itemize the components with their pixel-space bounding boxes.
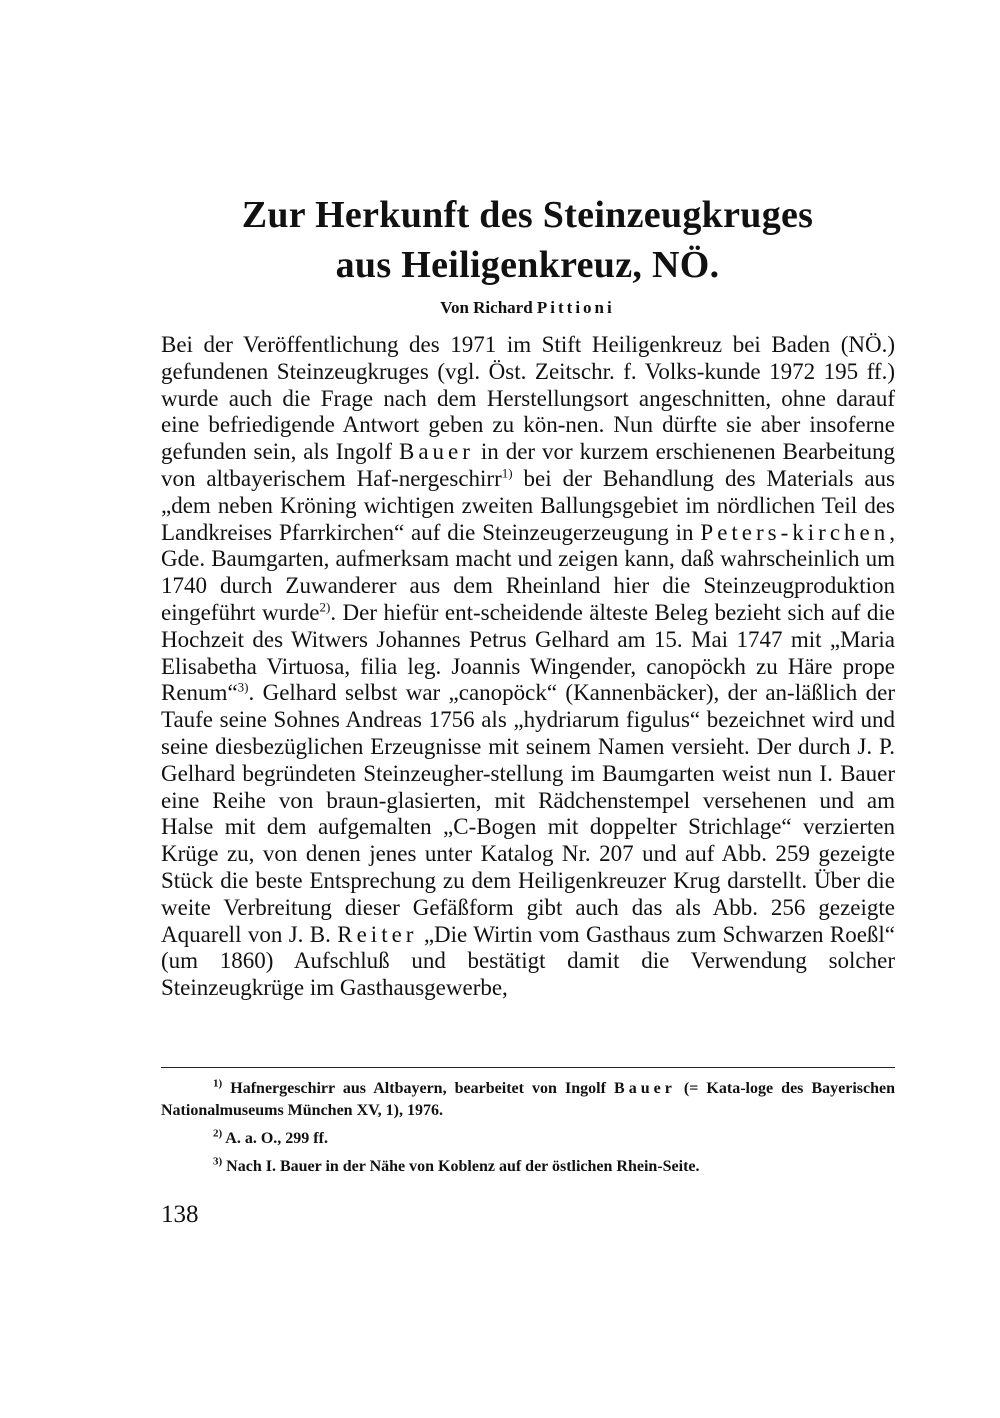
article-body — [161, 332, 895, 1002]
footnotes-section — [161, 1078, 895, 1184]
footnote-text: Hafnergeschirr aus Altbayern, bearbeitet von Ingolf — [230, 1080, 606, 1097]
footnote-text: A. a. O., 299 ff. — [225, 1130, 328, 1147]
body-text-segment: Bei der Veröffentlichung des 1971 im Stift Heiligenkreuz bei Baden (NÖ.) gefundenen Steinzeugkruges (vgl. Öst. Zeitschr. f. Volks-kunde 1972 195 ff.) wurde auch die Frage nach dem Herstellungsort angeschnitten, ohne darauf eine befriedigende Antwort geben zu kön-nen. Nun dürfte sie aber insoferne gefunden sein, als Ingolf — [161, 332, 895, 465]
spaced-place-peterskirchen: Peters-kirchen — [700, 519, 890, 545]
body-text-segment: . Gelhard selbst war „canopöck“ (Kannenbäcker), der an-läßlich der Taufe seine Sohnes Andreas 1756 als „hydriarum figulus“ bezeichnet wird und seine diesbezüglichen Erzeugnisse mit seinem Namen versieht. Der durch J. P. Gelhard begründeten Steinzeugher-stellung im Baumgarten weist nun I. Bauer eine Reihe von braun-glasierten, mit Rädchenstempel versehenen und am Halse mit dem aufgemalten „C-Bogen mit doppelter Strichlage“ verzierten Krüge zu, von denen jenes unter Katalog Nr. 207 und auf Abb. 259 gezeigte Stück die beste Entsprechung zu dem Heiligenkreuzer Krug darstellt. Über die weite Verbreitung dieser Gefäßform gibt auch das als Abb. 256 gezeigte Aquarell von J. B. — [161, 680, 895, 947]
body-paragraph — [161, 332, 895, 1002]
author-surname: Pittioni — [536, 298, 615, 317]
body-text-segment: „Die Wirtin vom Gasthaus zum Schwarzen Roeßl“ (um 1860) Aufschluß und bestätigt damit die Verwendung solcher Steinzeugkrüge im Gasthausgewerbe, — [161, 921, 896, 1001]
spaced-name-bauer: Bauer — [614, 1080, 676, 1097]
article-header — [160, 190, 895, 320]
footnote-2 — [161, 1128, 895, 1150]
article-title-line-2: aus Heiligenkreuz, NÖ. — [335, 244, 720, 286]
byline-prefix: Von Richard — [440, 298, 533, 317]
footnote-ref-1[interactable]: 1) — [501, 465, 513, 481]
footnote-mark: 2) — [213, 1127, 223, 1140]
spaced-name-reiter: Reiter — [337, 921, 418, 947]
spaced-name-bauer: Bauer — [398, 439, 474, 465]
footnote-ref-2[interactable]: 2) — [319, 599, 331, 615]
author-byline — [160, 296, 895, 320]
footnote-ref-3[interactable]: 3) — [237, 679, 249, 695]
body-text-segment: bei der Behandlung des Materials aus „dem neben Kröning wichtigen zweiten Ballungsgebiet im nördlichen Teil des Landkreises Pfarrkirchen“ auf die Steinzeugerzeugung in — [161, 465, 895, 545]
footnote-mark: 3) — [213, 1155, 223, 1168]
footnote-divider — [161, 1067, 895, 1068]
footnote-text: Nach I. Bauer in der Nähe von Koblenz auf der östlichen Rhein-Seite. — [226, 1158, 700, 1175]
article-title-line-1: Zur Herkunft des Steinzeugkruges — [241, 194, 814, 236]
footnote-1 — [161, 1078, 895, 1122]
body-text-segment: , Gde. Baumgarten, aufmerksam macht und zeigen kann, daß wahrscheinlich um 1740 durch Zuwanderer aus dem Rheinland hier die Steinzeugproduktion eingeführt wurde — [161, 519, 896, 625]
body-text-segment: . Der hiefür ent-scheidende älteste Beleg bezieht sich auf die Hochzeit des Witwers Johannes Petrus Gelhard am 15. Mai 1747 mit „Maria Elisabetha Virtuosa, filia leg. Joannis Wingender, canopöckh zu Häre prope Renum“ — [161, 599, 895, 706]
body-text-segment: in der vor kurzem erschienenen Bearbeitung von altbayerischem Haf-nergeschirr — [161, 439, 896, 491]
footnote-3 — [161, 1156, 895, 1178]
footnote-mark: 1) — [213, 1077, 223, 1090]
footnote-text: (= Kata-loge des Bayerischen Nationalmuseums München XV, 1), 1976. — [161, 1080, 896, 1119]
page-number: 138 — [161, 1201, 199, 1228]
